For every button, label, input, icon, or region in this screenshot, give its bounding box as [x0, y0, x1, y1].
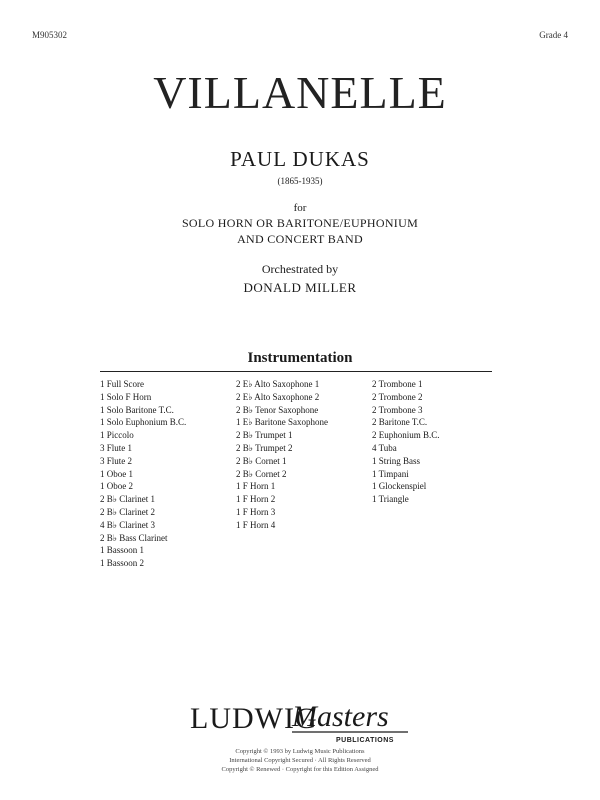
instrument-item: 4 Tuba — [372, 442, 397, 453]
instrument-item: 1 E♭ Baritone Saxophone — [236, 417, 328, 428]
logo-publications-text: PUBLICATIONS — [336, 737, 394, 744]
instrument-item: 1 Triangle — [372, 494, 409, 505]
copyright-line-1: Copyright © 1993 by Ludwig Music Publications — [235, 748, 365, 755]
instrument-item: 2 E♭ Alto Saxophone 2 — [236, 391, 320, 402]
ensemble-line: AND CONCERT BAND — [237, 232, 363, 246]
copyright-line-3: Copyright © Renewed · Copyright for this Edition Assigned — [221, 766, 379, 773]
arranger-name: DONALD MILLER — [243, 280, 357, 295]
instrument-item: 3 Flute 2 — [100, 455, 133, 466]
instrument-item: 1 Solo Euphonium B.C. — [100, 417, 187, 428]
instrument-item: 2 B♭ Tenor Saxophone — [236, 404, 319, 415]
instrument-item: 2 Trombone 1 — [372, 379, 423, 389]
composer-name: PAUL DUKAS — [230, 147, 370, 171]
instrument-item: 2 B♭ Trumpet 2 — [236, 442, 293, 453]
instrument-item: 2 Euphonium B.C. — [372, 430, 440, 441]
instrument-item: 2 B♭ Clarinet 1 — [100, 494, 155, 505]
instrument-item: 2 E♭ Alto Saxophone 1 — [236, 379, 320, 389]
heading-rule — [100, 371, 492, 372]
instrument-item: 1 Solo F Horn — [100, 391, 152, 402]
orchestrated-by-label: Orchestrated by — [261, 262, 339, 276]
instrument-item: 2 B♭ Cornet 2 — [236, 468, 287, 479]
soloist-line: SOLO HORN OR BARITONE/EUPHONIUM — [181, 216, 419, 230]
instrumentation-heading: Instrumentation — [247, 350, 353, 366]
instrument-item: 1 F Horn 3 — [236, 506, 276, 517]
copyright-line-2: International Copyright Secured · All Rights Reserved — [229, 757, 371, 764]
instrument-item: 2 Trombone 3 — [372, 404, 423, 415]
logo-masters-text: Masters — [292, 700, 389, 733]
instrument-column-3 — [372, 378, 440, 506]
instrument-item: 2 B♭ Cornet 1 — [236, 455, 287, 466]
piece-title: VILLANELLE — [153, 67, 447, 118]
instrument-item: 1 F Horn 1 — [236, 481, 276, 492]
instrument-item: 1 Solo Baritone T.C. — [100, 404, 174, 415]
instrument-item: 2 B♭ Trumpet 1 — [236, 430, 293, 441]
catalog-number: M905302 — [32, 30, 68, 40]
logo-ludwig-text: LUDWIG — [190, 702, 318, 735]
instrument-item: 1 Glockenspiel — [372, 481, 427, 492]
instrument-item: 1 String Bass — [372, 455, 421, 466]
instrument-item: 1 F Horn 4 — [236, 519, 276, 530]
instrument-item: 1 Timpani — [372, 468, 409, 479]
ludwig-masters-logo — [186, 694, 416, 746]
instrument-item: 4 B♭ Clarinet 3 — [100, 519, 155, 530]
instrument-item: 2 Trombone 2 — [372, 391, 423, 402]
instrument-column-1 — [100, 378, 186, 570]
instrument-column-2 — [236, 378, 328, 532]
instrument-item: 3 Flute 1 — [100, 442, 133, 453]
instrument-item: 1 Piccolo — [100, 430, 134, 441]
for-label: for — [293, 202, 307, 214]
instrument-item: 2 Baritone T.C. — [372, 417, 428, 428]
instrument-item: 2 B♭ Clarinet 2 — [100, 506, 155, 517]
grade-label: Grade 4 — [539, 30, 568, 40]
instrument-item: 1 Full Score — [100, 379, 144, 389]
instrument-item: 1 F Horn 2 — [236, 494, 276, 505]
composer-dates: (1865-1935) — [277, 176, 323, 186]
instrument-item: 2 B♭ Bass Clarinet — [100, 532, 168, 543]
instrument-item: 1 Bassoon 1 — [100, 545, 145, 556]
instrument-item: 1 Oboe 1 — [100, 468, 133, 479]
instrument-item: 1 Oboe 2 — [100, 481, 133, 492]
instrument-item: 1 Bassoon 2 — [100, 558, 145, 569]
